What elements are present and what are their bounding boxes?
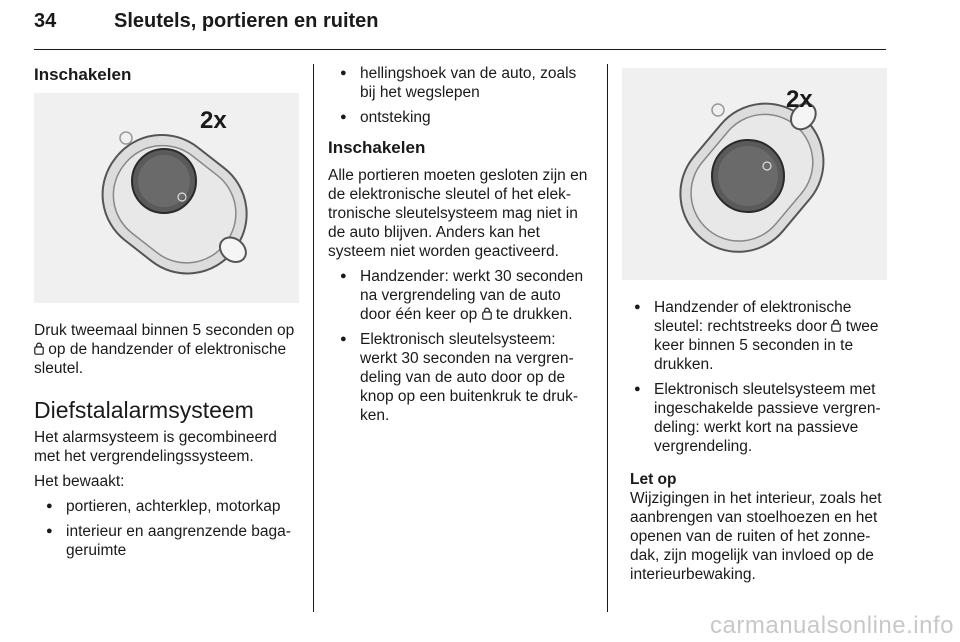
column-middle	[328, 64, 593, 433]
key-fob-drawing	[622, 68, 887, 280]
page-number: 34	[34, 10, 57, 32]
lock-icon	[482, 307, 492, 320]
section-title: Diefstalalarmsysteem	[34, 397, 254, 423]
list-item: ● portieren, achterklep, motorkap	[34, 497, 299, 516]
list-item	[328, 267, 593, 324]
lock-icon	[831, 319, 841, 332]
key-fob-illustration	[34, 93, 299, 303]
lock-icon	[34, 342, 44, 355]
caption-text-part2: op de handzender of elektronische sleutel.	[34, 341, 287, 377]
key-fob-drawing	[34, 93, 299, 303]
intro-paragraph: Het alarmsysteem is gecombineerd met het vergrendelingssysteem.	[34, 429, 277, 465]
guards-list-continued	[328, 64, 593, 127]
list-item: ● Elektronisch sleutelsysteem: werkt 30 seconden na vergrendeling van de auto door op de knop op een buitenkruk te drukken.	[328, 330, 593, 425]
remote-text-post: twee keer binnen 5 seconden in te drukken.	[654, 318, 879, 373]
remote-text-pre: Handzender: werkt 30 seconden na vergrendeling van de auto door één keer op	[360, 268, 584, 323]
list-item	[622, 298, 887, 374]
caption-text-part1: Druk tweemaal binnen 5 seconden op	[34, 322, 295, 339]
column-divider	[607, 64, 608, 612]
column-left	[34, 64, 299, 568]
page-header	[34, 4, 886, 50]
list-item: ● ontsteking	[328, 108, 593, 127]
activation-list	[622, 298, 887, 456]
press-twice-label: 2x	[200, 107, 227, 134]
list-item: ● interieur en aangrenzende bagageruimte	[34, 522, 299, 560]
note-body: Wijzigingen in het interieur, zoals het aanbrengen van stoelhoezen en het openen van de ruiten of het zonnedak, zijn mogelijk van invloed op de interieurbewaking.	[630, 490, 882, 583]
note-title: Let op	[630, 471, 677, 488]
key-fob-illustration	[622, 68, 887, 280]
caption-text	[34, 321, 299, 378]
activation-paragraph: Alle portieren moeten gesloten zijn en de elektronische sleutel of het elektronische sleutelsysteem mag niet in de auto blijven. Anders kan het systeem niet worden geactiveerd.	[328, 167, 588, 260]
chapter-title: Sleutels, portieren en ruiten	[114, 10, 379, 32]
column-right	[622, 64, 887, 584]
remote-text-pre: Handzender of elektronische sleutel: rechtstreeks door	[654, 299, 852, 335]
section-heading: Inschakelen	[34, 65, 132, 84]
section-heading: Inschakelen	[328, 138, 426, 157]
remote-text-post: te drukken.	[491, 306, 573, 323]
press-twice-label: 2x	[786, 86, 813, 113]
watermark: carmanualsonline.info	[710, 612, 954, 639]
list-item: ● hellingshoek van de auto, zoals bij het wegslepen	[328, 64, 593, 102]
guards-list	[34, 497, 299, 560]
list-item: ● Elektronisch sleutelsysteem met ingeschakelde passieve vergrendeling: werkt kort na passieve vergrendeling.	[622, 380, 887, 456]
column-divider	[313, 64, 314, 612]
activation-list	[328, 267, 593, 425]
guards-label: Het bewaakt:	[34, 473, 125, 490]
